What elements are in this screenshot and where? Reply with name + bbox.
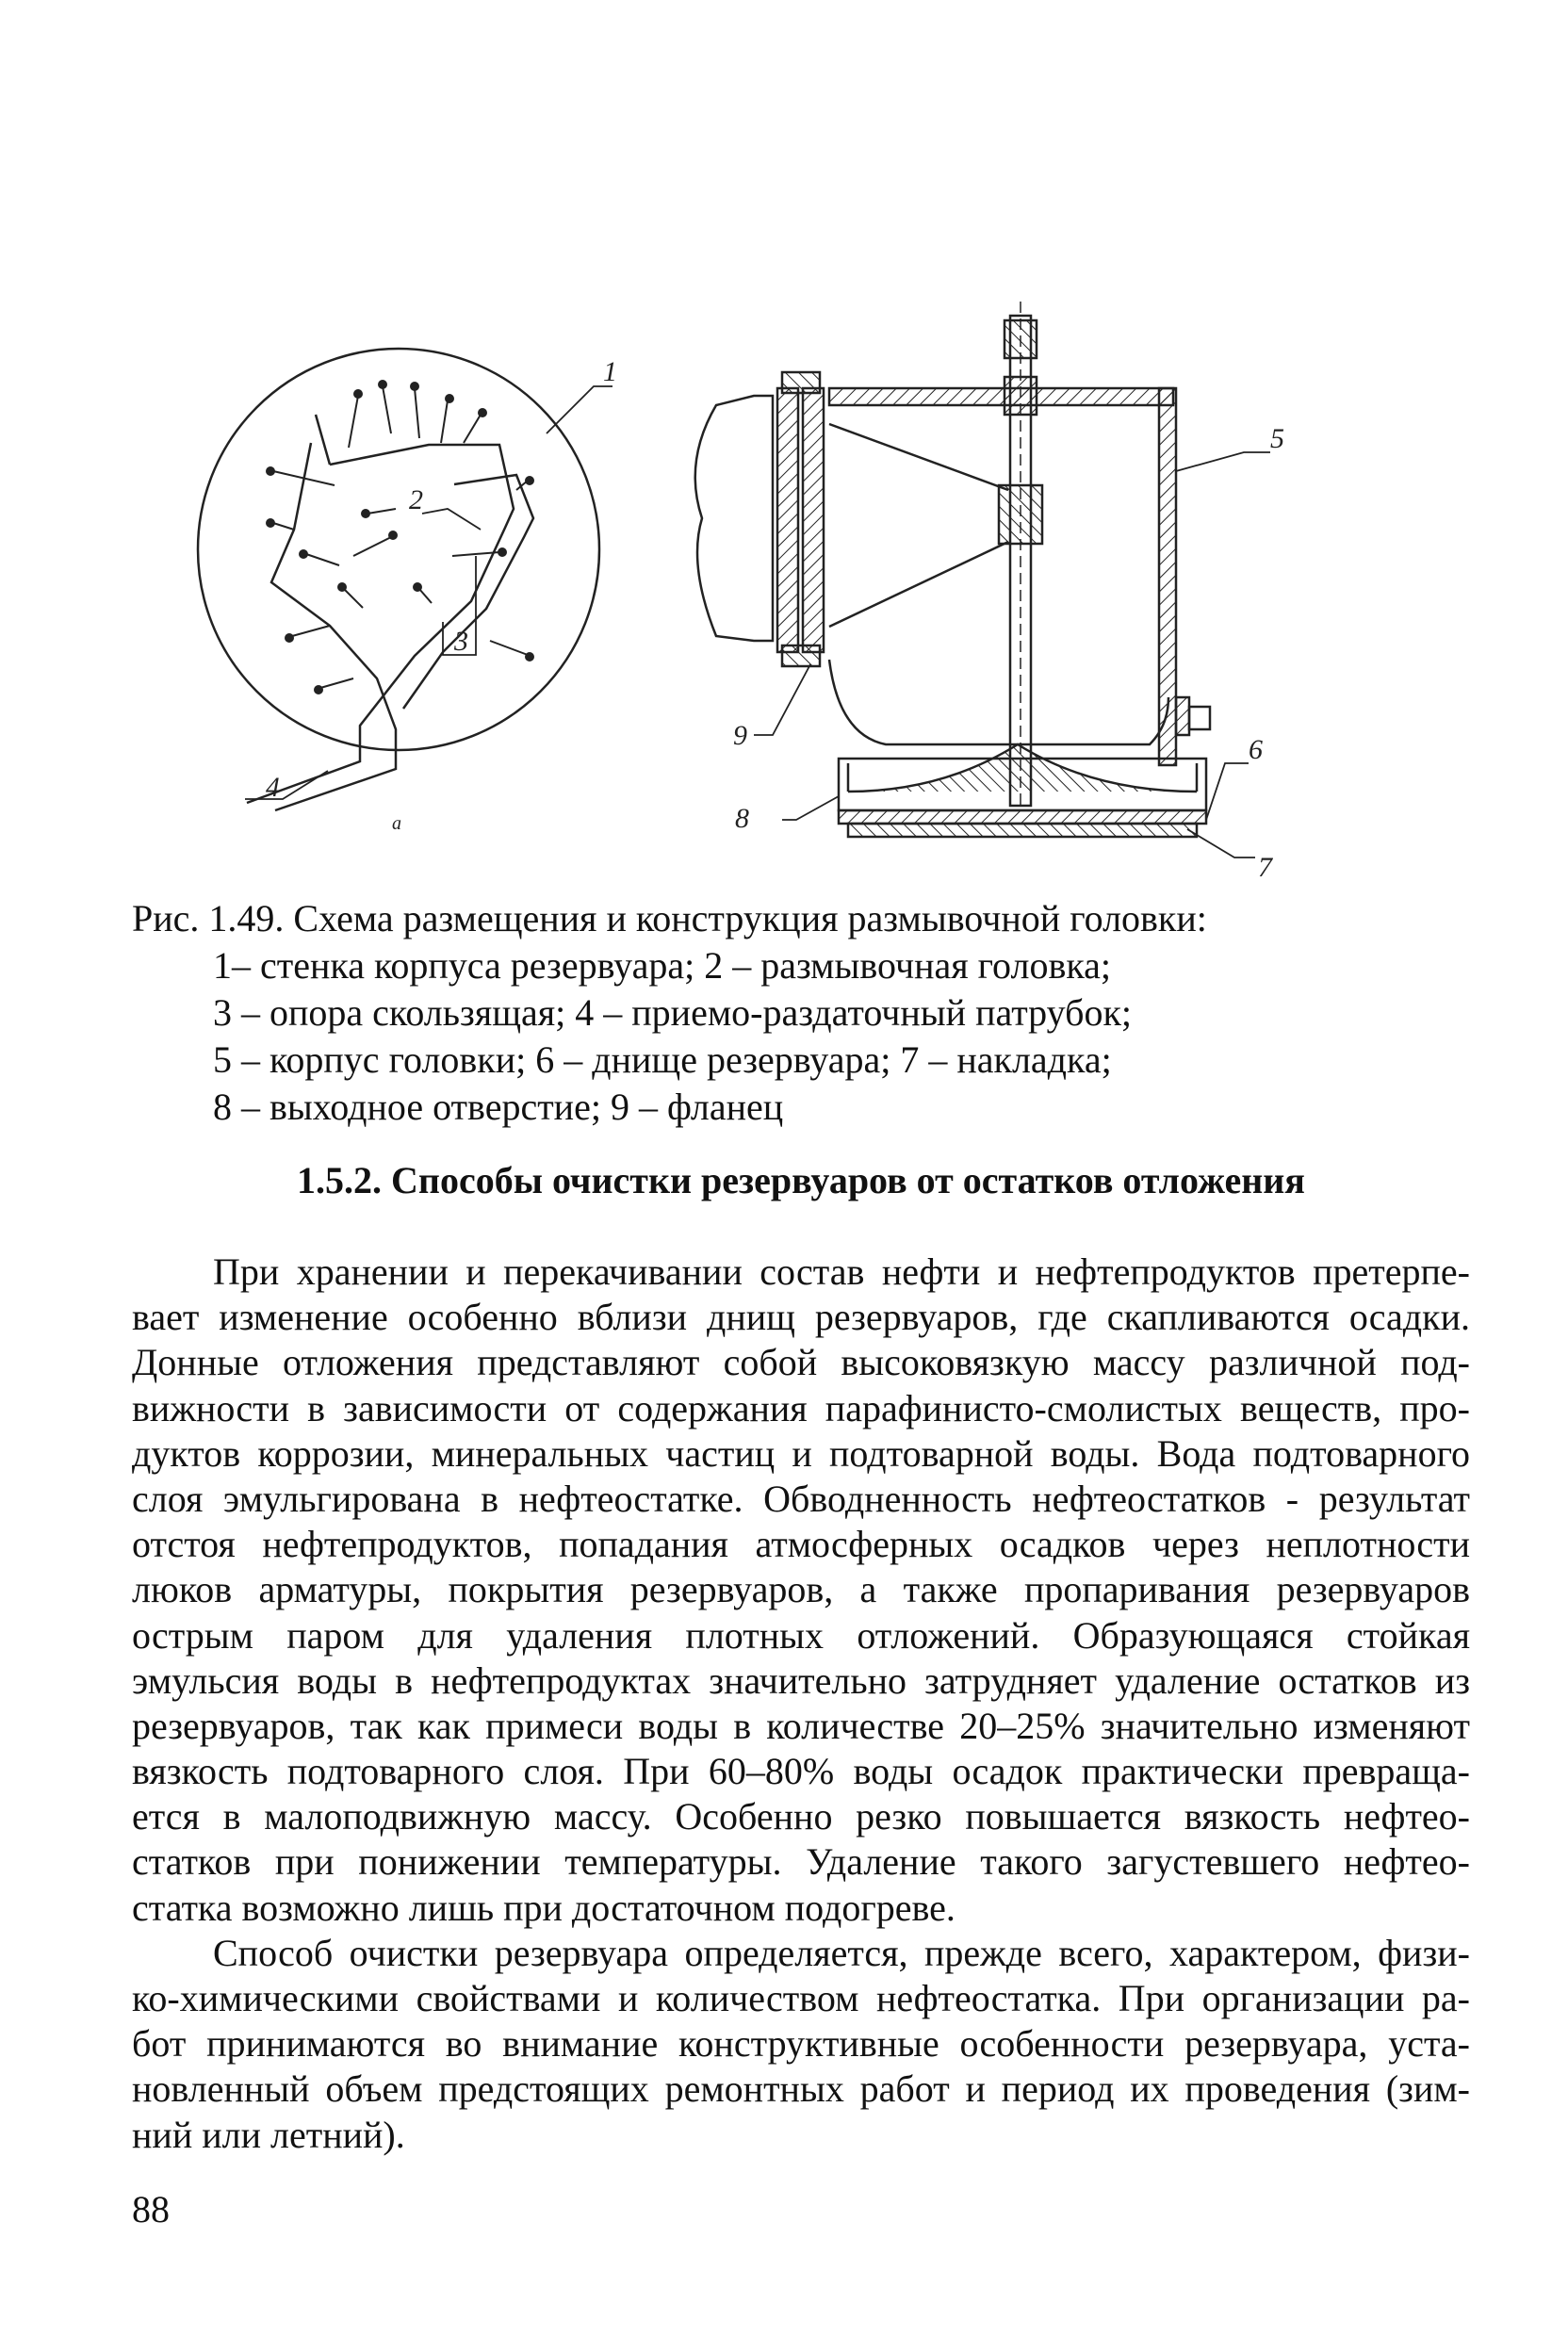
inlet-pipe [695,396,773,641]
caption-line: 5 – корпус головки; 6 – днище резервуара; 7 – накладка; [213,1038,1112,1081]
flange-left [777,388,798,652]
plan-view [198,349,612,810]
head-body-bottom [829,660,1168,744]
section-heading: 1.5.2. Способы очистки резервуаров от остатков отложения [297,1159,1305,1201]
body-text [132,1250,1470,2158]
caption-line: 3 – опора скользящая; 4 – приемо-раздаточный патрубок; [213,991,1133,1034]
text-line: ний или летний). [132,2113,405,2156]
label-5: 5 [1270,423,1284,454]
pipe-network-outer [271,443,396,810]
caption-line: 1– стенка корпуса резервуара; 2 – размывочная головка; [213,944,1112,987]
plan-leaders [245,386,612,799]
text-line: вязкость подтоварного слоя. При 60–80% воды осадок практически превраща- [132,1750,1470,1793]
text-line: люков арматуры, покрытия резервуаров, а также пропаривания резервуаров [132,1568,1470,1611]
label-1: 1 [603,356,617,387]
text-line: вижности в зависимости от содержания парафинисто-смолистых веществ, про- [132,1386,1470,1429]
text-line: Способ очистки резервуара определяется, прежде всего, характером, физи- [213,1931,1470,1974]
label-4: 4 [266,772,280,803]
head-body-top [829,388,1173,405]
text-line: дуктов коррозии, минеральных частиц и подтоварной воды. Вода подтоварного [132,1431,1470,1475]
label-2: 2 [409,484,423,515]
pad [848,824,1197,837]
label-8: 8 [735,803,749,834]
text-line: новленный объем предстоящих ремонтных работ и период их проведения (зим- [132,2067,1470,2111]
section-view [695,302,1270,858]
text-line: Донные отложения представляют собой высоковязкую массу различной под- [132,1341,1470,1384]
label-6: 6 [1249,734,1263,765]
flange-right [803,388,824,652]
shaft-nut [1004,320,1037,358]
figure-1-49 [188,283,1376,905]
label-7: 7 [1258,852,1272,883]
tank-bottom [839,810,1206,824]
figure-drawing [188,283,1376,905]
text-line: острым паром для удаления плотных отложений. Образующаяся стойкая [132,1613,1470,1657]
text-line: резервуаров, так как примеси воды в количестве 20–25% значительно изменяют [132,1704,1470,1747]
swivel-nozzle [999,485,1042,544]
text-line: слоя эмульгирована в нефтеостатке. Обводненность нефтеостатков - результат [132,1477,1470,1520]
text-line: статка возможно лишь при достаточном подогреве. [132,1886,956,1929]
figure-caption [132,895,1432,1131]
label-a: а [392,813,401,834]
text-line: бот принимаются во внимание конструктивные особенности резервуара, уста- [132,2022,1470,2066]
paragraph-2 [132,1931,1470,2158]
text-line: ется в малоподвижную массу. Особенно резко повышается вязкость нефтео- [132,1795,1470,1838]
text-line: эмульсия воды в нефтепродуктах значительно затрудняет удаление остатков из [132,1658,1470,1702]
text-line: При хранении и перекачивании состав нефти и нефтепродуктов претерпе- [213,1250,1470,1293]
pipe-network [247,415,514,803]
text-line: ко-химическими свойствами и количеством нефтеостатка. При организации ра- [132,1977,1470,2019]
caption-line: 8 – выходное отверстие; 9 – фланец [213,1086,784,1128]
text-line: вает изменение особенно вблизи днищ резервуаров, где скапливаются осадки. [132,1296,1470,1339]
text-line: отстоя нефтепродуктов, попадания атмосферных осадков через неплотности [132,1523,1470,1566]
label-9: 9 [733,720,747,751]
tank-wall-circle [198,349,599,750]
text-line: статков при понижении температуры. Удаление такого загустевшего нефтео- [132,1840,1470,1884]
paragraph-1 [132,1250,1470,1931]
washing-heads [267,381,533,694]
page-number: 88 [132,2188,170,2230]
caption-title: Рис. 1.49. Схема размещения и конструкция размывочной головки: [132,897,1207,939]
label-3: 3 [454,626,468,657]
